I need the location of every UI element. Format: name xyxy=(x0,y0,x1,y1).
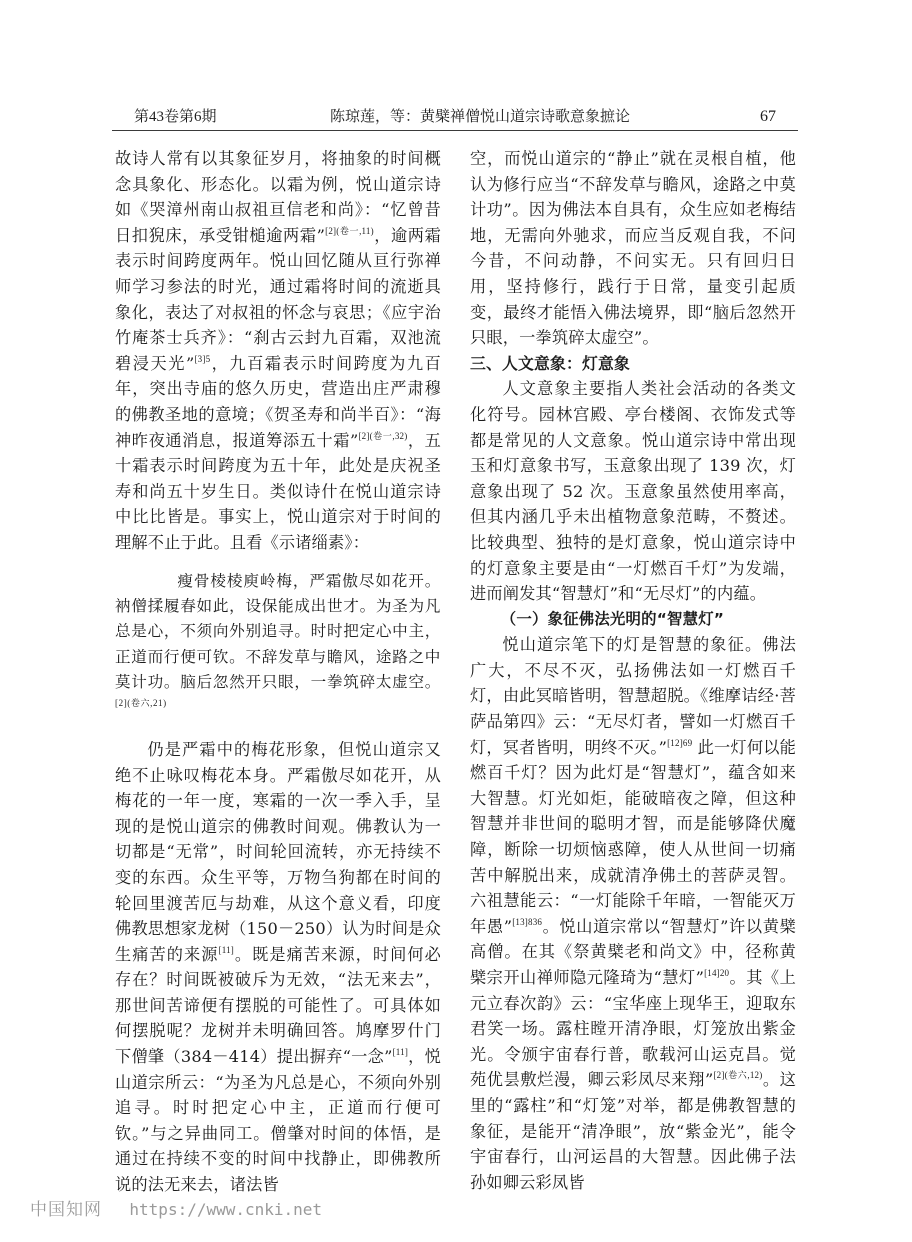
page-number: 67 xyxy=(760,108,776,125)
citation-superscript: [11] xyxy=(218,944,234,955)
paragraph: 空，而悦山道宗的“静止”就在灵根自植，他认为修行应当“不辞发草与瞻风，途路之中莫计功”。因为佛法本自具有，众生应如老梅结地，无需向外驰求，而应当反观自我，不问今昔，不问动静，不问实无。只有回归日用，坚持修行，践行于日常，量变引起质变，最终才能悟入佛法境界，即“脑后忽然开只眼，一拳筑碎太虚空”。 xyxy=(470,149,796,348)
watermark-footer xyxy=(30,1195,322,1220)
citation-superscript: [2](卷一,32) xyxy=(358,430,408,441)
right-column xyxy=(470,146,796,1195)
article-title: 陈琼莲，等：黄檗禅僧悦山道宗诗歌意象摭论 xyxy=(330,109,631,125)
section-heading: 三、人文意象：灯意象 xyxy=(470,353,630,373)
site-url-link[interactable]: https://www.cnki.net xyxy=(129,1200,323,1219)
subsection-heading: （一）象征佛法光明的“智慧灯” xyxy=(500,609,725,628)
citation-superscript: [13]836 xyxy=(512,916,543,927)
citation-superscript: [2](卷一,11) xyxy=(325,225,374,236)
journal-issue: 第43卷第6期 xyxy=(134,109,217,125)
citation-superscript: [3]5 xyxy=(194,353,211,364)
left-column xyxy=(115,146,441,1198)
paragraph: 故诗人常有以其象征岁月，将抽象的时间概念具象化、形态化。以霜为例，悦山道宗诗如《哭漳州南山叔祖亘信老和尚》：“忆曾昔日扣猊床，承受钳槌逾两霜”$^{[2](卷一,11)}$，逾两霜表示时间跨度两年。悦山回忆随从亘行弥禅师学习参法的时光，通过霜将时间的流逝具象化，表达了对叔祖的怀念与哀思；《应宇治竹庵茶士兵齐》：“刹古云封九百霜，双池流碧浸天光”$^{[3]5}$，九百霜表示时间跨度为九百年，突出寺庙的悠久历史，营造出庄严肃穆的佛教圣地的意境；《贺圣寿和尚半百》：“海神昨夜通消息，报道筹添五十霜”$^{[2](卷一,32)}$，五十霜表示时间跨度为五十年，此处是庆祝圣寿和尚五十岁生日。类似诗什在悦山道宗诗中比比皆是。事实上，悦山道宗对于时间的理解不止于此。且看《示诸缁素》： xyxy=(115,149,441,552)
citation-superscript: [11] xyxy=(392,1047,409,1058)
site-name: 中国知网 xyxy=(30,1200,102,1220)
citation-superscript: [14]20 xyxy=(704,968,730,978)
paragraph: 悦山道宗笔下的灯是智慧的象征。佛法广大，不尽不灭，弘扬佛法如一灯燃百千灯，由此冥暗皆明，智慧超脱。《维摩诘经·菩萨品第四》云：“无尽灯者，譬如一灯燃百千灯，冥者皆明，明终不灭。”$^{[12]69}$ 此一灯何以能燃百千灯？因为此灯是“智慧灯”，蕴含如来大智慧。灯光如炬，能破暗夜之障，但这种智慧并非世间的聪明才智，而是能够降伏魔障，断除一切烦恼惑障，使人从世间一切痛苦中解脱出来，成就清净佛土的菩萨灵智。六祖慧能云：“一灯能除千年暗，一智能灭万年愚”$^{[13]836}$。悦山道宗常以“智慧灯”许以黄檗高僧。在其《祭黄檗老和尚文》中，径称黄檗宗开山禅师隐元隆琦为“慧灯”$^{[14]20}$。其《上元立春次韵》云：“宝华座上现华王，迎取东君笑一场。露柱瞠开清净眼，灯笼放出紫金光。令颁宇宙春行普，歌载河山运克昌。觉苑优昙敷烂漫，卿云彩凤尽来翔”$^{[2](卷六,12)}$。这里的“露柱”和“灯笼”对举，都是佛教智慧的象征，是能开“清净眼”，放“紫金光”，能令宇宙春行，山河运昌的大智慧。因此佛子法孙如卿云彩凤皆 xyxy=(470,635,796,1192)
poem-text: 瘦骨棱棱庾岭梅，严霜傲尽如花开。衲僧揉履春如此，设保能成出世才。为圣为凡总是心，不须向外别追寻。时时把定心中主，正道而行便可钦。不辞发草与瞻风，途路之中莫计功。脑后忽然开只眼，一拳筑碎太虚空。$^{[2](卷六,21)}$ xyxy=(115,571,441,708)
paragraph: 人文意象主要指人类社会活动的各类文化符号。园林宫殿、亭台楼阁、衣饰发式等都是常见的人文意象。悦山道宗诗中常出现玉和灯意象书写，玉意象出现了 139 次，灯意象出现了 52 次。玉意象虽然使用率高，但其内涵几乎未出植物意象范畴，不赘述。比较典型、独特的是灯意象，悦山道宗诗中的灯意象主要是由“一灯燃百千灯”为发端，进而阐发其“智慧灯”和“无尽灯”的内蕴。 xyxy=(470,379,796,604)
citation-superscript: [12]69 xyxy=(667,737,693,748)
citation-superscript: [2](卷六,21) xyxy=(115,697,167,708)
running-head xyxy=(112,104,798,131)
paragraph: 仍是严霜中的梅花形象，但悦山道宗又绝不止咏叹梅花本身。严霜傲尽如花开，从梅花的一年一度，寒霜的一次一季入手，呈现的是悦山道宗的佛教时间观。佛教认为一切都是“无常”，时间轮回流转，亦无持续不变的东西。众生平等，万物刍狗都在时间的轮回里渡苦厄与劫难，从这个意义看，印度佛教思想家龙树（150－250）认为时间是众生痛苦的来源[11]。既是痛苦来源，时间何必存在？时间既被破斥为无效，“法无来去”，那世间苦谛便有摆脱的可能性了。可具体如何摆脱呢？龙树并未明确回答。鸠摩罗什门下僧肇（384－414）提出摒弃“一念”[11]，悦山道宗所云：“为圣为凡总是心，不须向外别追寻。时时把定心中主，正道而行便可钦。”与之异曲同工。僧肇对时间的体悟，是通过在持续不变的时间中找静止，即佛教所说的法无来去，诸法皆 xyxy=(115,739,441,1195)
poem-quote xyxy=(115,569,441,721)
citation-superscript: [2](卷六,12) xyxy=(713,1070,763,1081)
